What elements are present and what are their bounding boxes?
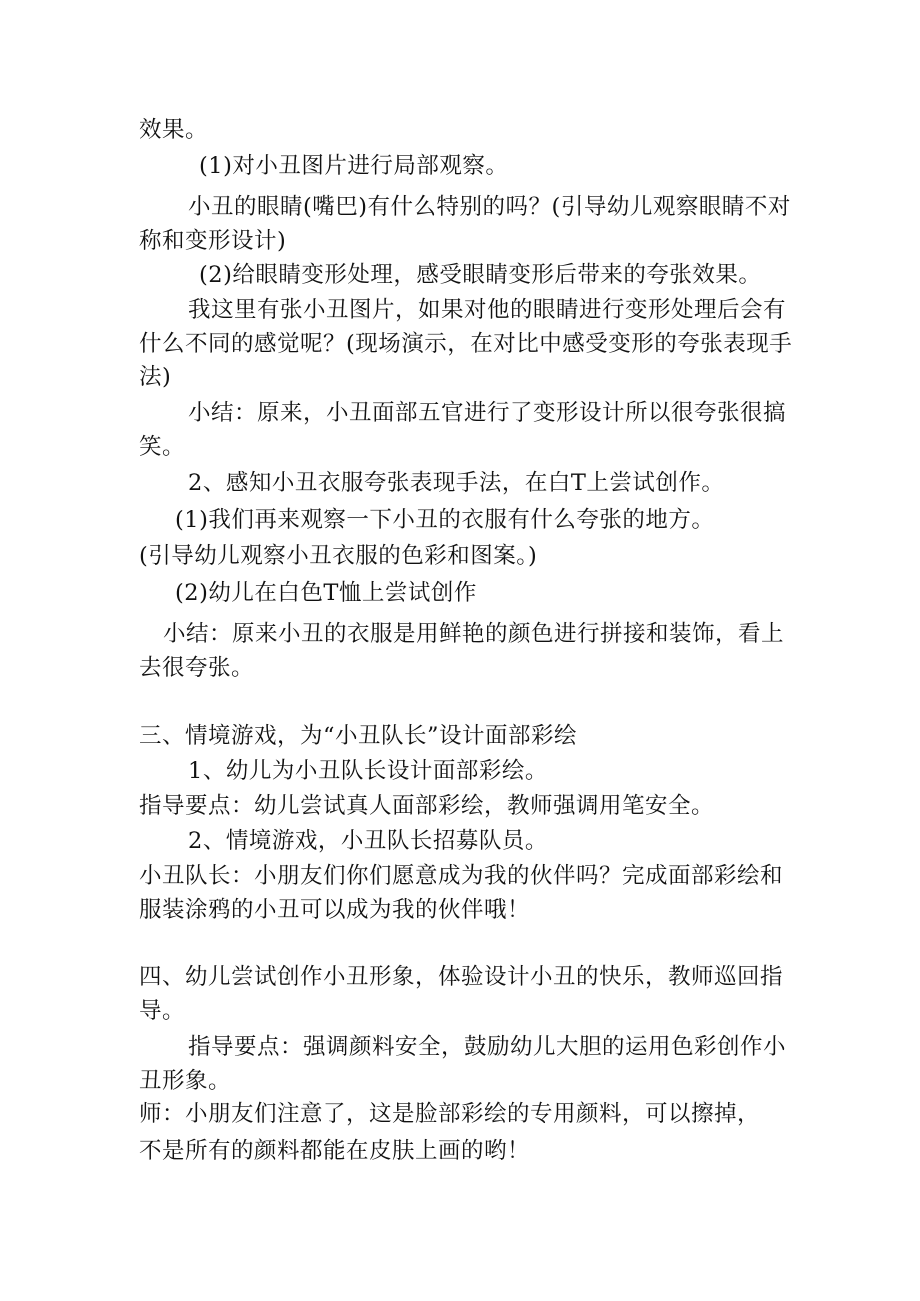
text-line: 效果。 [139,117,209,143]
text-line: 我这里有张小丑图片，如果对他的眼睛进行变形处理后会有 [188,297,787,323]
section-heading: 四、幼儿尝试创作小丑形象，体验设计小丑的快乐，教师巡回指 [139,964,784,990]
text-line: (1)对小丑图片进行局部观察。 [199,153,509,179]
text-line: 2、情境游戏，小丑队长招募队员。 [188,828,548,854]
text-line: 导。 [139,998,186,1024]
text-line: (1)我们再来观察一下小丑的衣服有什么夸张的地方。 [175,507,715,533]
text-line: 丑形象。 [139,1068,232,1094]
text-line: 笑。 [139,434,186,460]
text-line: 小丑的眼睛(嘴巴)有什么特别的吗？(引导幼儿观察眼睛不对 [188,194,791,220]
text-line: (2)给眼睛变形处理，感受眼睛变形后带来的夸张效果。 [199,262,762,288]
text-line: 1、幼儿为小丑队长设计面部彩绘。 [188,758,548,784]
text-line: 服装涂鸦的小丑可以成为我的伙伴哦！ [139,897,531,923]
text-line: 师：小朋友们注意了，这是脸部彩绘的专用颜料，可以擦掉， [139,1101,761,1127]
text-line: 称和变形设计) [139,228,287,254]
section-heading: 三、情境游戏，为“小丑队长”设计面部彩绘 [139,723,578,749]
text-line: 指导要点：强调颜料安全，鼓励幼儿大胆的运用色彩创作小 [188,1034,787,1060]
text-line: 指导要点：幼儿尝试真人面部彩绘，教师强调用笔安全。 [139,793,715,819]
text-line: 去很夸张。 [139,655,255,681]
text-line: 小丑队长：小朋友们你们愿意成为我的伙伴吗？完成面部彩绘和 [139,863,784,889]
text-line: 不是所有的颜料都能在皮肤上画的哟！ [139,1138,531,1164]
text-line: 什么不同的感觉呢？(现场演示，在对比中感受变形的夸张表现手 [139,331,793,357]
text-line: (2)幼儿在白色T恤上尝试创作 [175,580,477,606]
text-line: 小结：原来小丑的衣服是用鲜艳的颜色进行拼接和装饰，看上 [163,621,785,647]
text-line: 2、感知小丑衣服夸张表现手法，在白T上尝试创作。 [188,470,725,496]
text-line: 法) [139,364,172,390]
text-line: (引导幼儿观察小丑衣服的色彩和图案。) [139,543,538,569]
text-line: 小结：原来，小丑面部五官进行了变形设计所以很夸张很搞 [188,400,787,426]
